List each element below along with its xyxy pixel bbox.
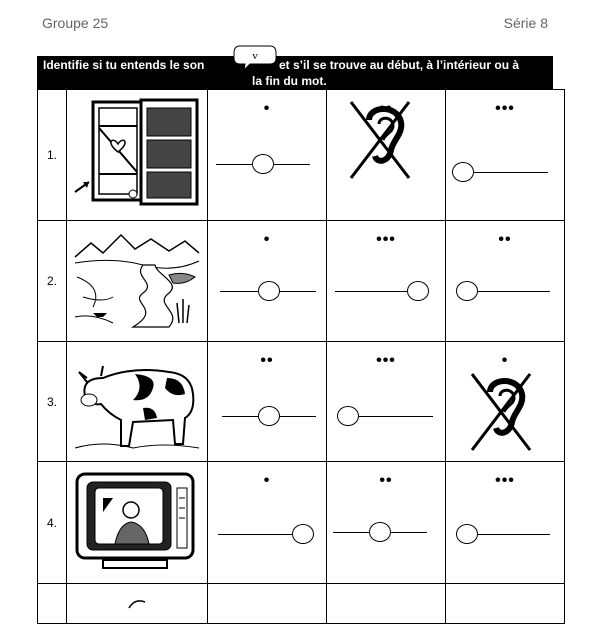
word-line	[462, 172, 548, 173]
answer-cell[interactable]	[446, 90, 565, 221]
syllable-dots: •••	[495, 100, 515, 117]
syllable-dots: •••	[376, 231, 396, 248]
crossed-ear-icon	[347, 100, 417, 180]
row-number: 4.	[38, 462, 67, 584]
answer-circle-start[interactable]	[452, 162, 474, 182]
exercise-table	[37, 89, 565, 624]
row-number: 3.	[38, 342, 67, 462]
partial-picture	[73, 590, 201, 620]
syllable-dots: •	[263, 472, 271, 489]
answer-circle-middle[interactable]	[258, 406, 280, 426]
picture-cell	[67, 462, 208, 584]
answer-circle-middle[interactable]	[258, 281, 280, 301]
answer-circle-end[interactable]	[407, 281, 429, 301]
syllable-dots: ••	[260, 352, 274, 369]
answer-cell[interactable]	[208, 342, 327, 462]
row-number: 1.	[38, 90, 67, 221]
answer-circle-start[interactable]	[456, 524, 478, 544]
answer-cell[interactable]	[446, 462, 565, 584]
answer-cell[interactable]	[446, 342, 565, 462]
instruction-part2: et s’il se trouve au début, à l’intérieur ou à	[279, 58, 520, 72]
syllable-dots: ••	[379, 472, 393, 489]
sound-speech-bubble	[232, 44, 278, 72]
row-number	[38, 584, 67, 624]
table-row	[38, 90, 565, 221]
answer-cell[interactable]	[327, 462, 446, 584]
table-row	[38, 584, 565, 624]
group-label: Groupe 25	[42, 15, 109, 31]
instruction-part3: la fin du mot.	[252, 74, 327, 88]
syllable-dots: •	[263, 100, 271, 117]
syllable-dots: ••	[379, 100, 393, 117]
cow-picture	[73, 348, 201, 456]
answer-cell[interactable]	[327, 221, 446, 342]
answer-cell[interactable]	[446, 584, 565, 624]
syllable-dots: ••	[498, 231, 512, 248]
syllable-dots: •	[263, 231, 271, 248]
answer-cell[interactable]	[327, 342, 446, 462]
answer-cell[interactable]	[208, 584, 327, 624]
sound-letter: v	[252, 50, 258, 62]
instruction-part1: Identifie si tu entends le son	[43, 58, 205, 72]
answer-cell[interactable]	[327, 90, 446, 221]
picture-cell	[67, 90, 208, 221]
answer-cell[interactable]	[208, 462, 327, 584]
shutter-window-picture	[73, 96, 201, 214]
word-line	[347, 416, 433, 417]
series-label: Série 8	[503, 15, 548, 31]
answer-circle-start[interactable]	[456, 281, 478, 301]
answer-circle-start[interactable]	[337, 406, 359, 426]
picture-cell	[67, 221, 208, 342]
picture-cell	[67, 342, 208, 462]
answer-circle-middle[interactable]	[252, 154, 274, 174]
table-row	[38, 462, 565, 584]
table-row	[38, 221, 565, 342]
row-number: 2.	[38, 221, 67, 342]
river-landscape-picture	[73, 227, 201, 335]
table-row	[38, 342, 565, 462]
picture-cell	[67, 584, 208, 624]
answer-circle-end[interactable]	[292, 524, 314, 544]
answer-cell[interactable]	[208, 90, 327, 221]
answer-cell[interactable]	[327, 584, 446, 624]
answer-circle-middle[interactable]	[369, 522, 391, 542]
answer-cell[interactable]	[446, 221, 565, 342]
instruction-banner	[37, 56, 553, 90]
syllable-dots: •••	[376, 352, 396, 369]
crossed-ear-icon	[468, 372, 538, 452]
television-picture	[73, 468, 201, 576]
syllable-dots: •	[501, 352, 509, 369]
answer-cell[interactable]	[208, 221, 327, 342]
syllable-dots: •••	[495, 472, 515, 489]
